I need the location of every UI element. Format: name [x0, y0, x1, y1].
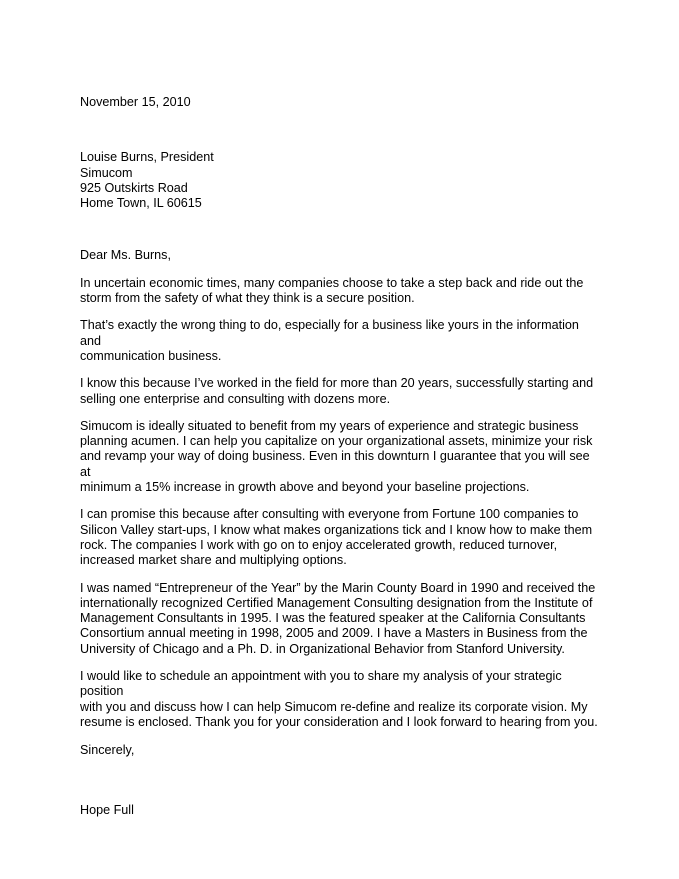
- paragraph-line: resume is enclosed. Thank you for your consideration and I look forward to hearing from you.: [80, 714, 598, 729]
- paragraph-line: I was named “Entrepreneur of the Year” by the Marin County Board in 1990 and received the: [80, 580, 596, 595]
- paragraph-line: Consortium annual meeting in 1998, 2005 and 2009. I have a Masters in Business from the: [80, 626, 588, 641]
- paragraph-line: rock. The companies I work with go on to enjoy accelerated growth, reduced turnover,: [80, 537, 558, 552]
- body-paragraph: [80, 376, 600, 407]
- recipient-company: Simucom: [80, 165, 133, 180]
- recipient-address: [80, 150, 600, 211]
- recipient-street: 925 Outskirts Road: [80, 180, 188, 195]
- paragraph-line: I know this because I’ve worked in the field for more than 20 years, successfully starting and: [80, 376, 594, 391]
- paragraph-line: Simucom is ideally situated to benefit from my years of experience and strategic business: [80, 418, 579, 433]
- paragraph-line: and revamp your way of doing business. Even in this downturn I guarantee that you will see at: [80, 449, 590, 479]
- letter-body: [80, 95, 600, 818]
- body-paragraph: [80, 419, 600, 495]
- body-paragraph: [80, 669, 600, 730]
- paragraph-line: University of Chicago and a Ph. D. in Organizational Behavior from Stanford University.: [80, 641, 565, 656]
- body-paragraph: [80, 318, 600, 364]
- letter-date: November 15, 2010: [80, 95, 191, 109]
- paragraph-line: Management Consultants in 1995. I was the featured speaker at the California Consultants: [80, 611, 586, 626]
- paragraph-line: I can promise this because after consulting with everyone from Fortune 100 companies to: [80, 507, 579, 522]
- paragraph-line: selling one enterprise and consulting with dozens more.: [80, 391, 391, 406]
- letter-paragraphs: [80, 276, 600, 730]
- paragraph-line: That’s exactly the wrong thing to do, especially for a business like yours in the information and: [80, 318, 579, 348]
- paragraph-line: planning acumen. I can help you capitalize on your organizational assets, minimize your risk: [80, 434, 593, 449]
- body-paragraph: [80, 276, 600, 307]
- paragraph-line: Silicon Valley start-ups, I know what makes organizations tick and I know how to make them: [80, 522, 593, 537]
- paragraph-line: I would like to schedule an appointment with you to share my analysis of your strategic position: [80, 669, 562, 699]
- paragraph-line: minimum a 15% increase in growth above and beyond your baseline projections.: [80, 480, 530, 495]
- recipient-name-title: Louise Burns, President: [80, 150, 214, 165]
- paragraph-line: In uncertain economic times, many companies choose to take a step back and ride out the: [80, 275, 584, 290]
- paragraph-line: storm from the safety of what they think is a secure position.: [80, 291, 415, 306]
- body-paragraph: [80, 581, 600, 657]
- salutation: Dear Ms. Burns,: [80, 248, 171, 263]
- body-paragraph: [80, 507, 600, 568]
- paragraph-line: increased market share and multiplying options.: [80, 553, 347, 568]
- closing: Sincerely,: [80, 743, 135, 758]
- signature-name: Hope Full: [80, 802, 134, 817]
- paragraph-line: with you and discuss how I can help Simucom re-define and realize its corporate vision. My: [80, 699, 588, 714]
- recipient-city-state-zip: Home Town, IL 60615: [80, 196, 202, 211]
- paragraph-line: internationally recognized Certified Management Consulting designation from the Institute of: [80, 595, 593, 610]
- paragraph-line: communication business.: [80, 348, 222, 363]
